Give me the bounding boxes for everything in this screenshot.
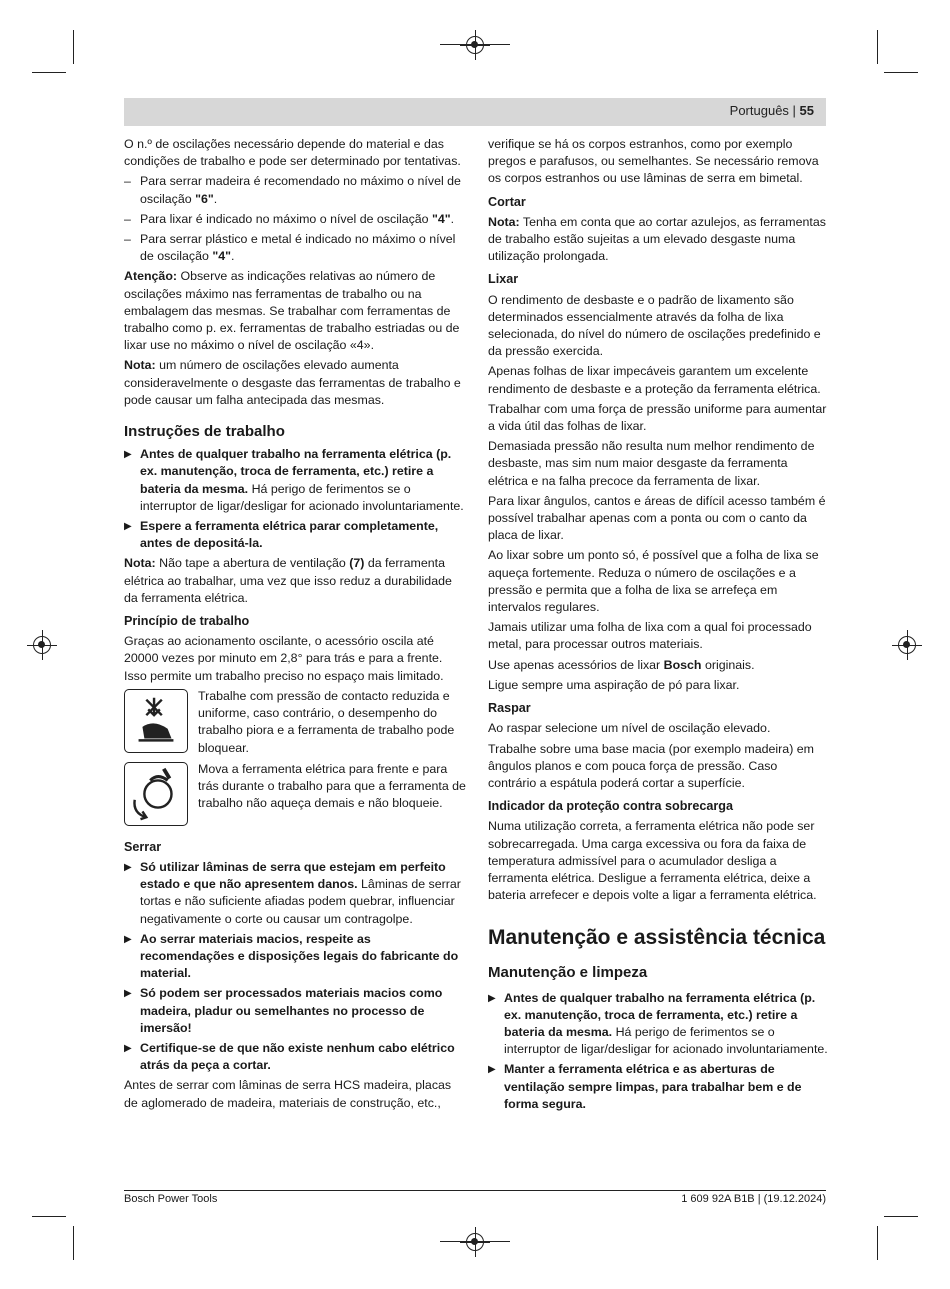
attention-note: Atenção: Observe as indicações relativas ao número de oscilações máximo nas ferramentas de trabalho ou na embalagem das mesmas. Se trabalhar com ferramentas de trabalho como p. ex. ferramentas de trabalho estriadas ou de lixar use no máximo o nível de oscilação «4». <box>124 269 460 353</box>
paragraph: Ao raspar selecione um nível de oscilação elevado. <box>488 721 771 736</box>
paragraph: Jamais utilizar uma folha de lixa com a qual foi processado metal, para processar outros materiais. <box>488 620 812 652</box>
icon-caption: Mova a ferramenta elétrica para frente e para trás durante o trabalho para que a ferramenta de trabalho não aqueça demais e não bloqueie. <box>198 761 466 811</box>
icon-instruction <box>124 688 466 757</box>
section-heading: Instruções de trabalho <box>124 423 285 441</box>
crop-mark <box>877 1226 878 1260</box>
warning-item: ▶ Certifique-se de que não existe nenhum cabo elétrico atrás da peça a cortar. <box>124 1040 455 1073</box>
note: Nota: um número de oscilações elevado aumenta consideravelmente o desgaste das ferramentas de trabalho e pode causar um falha antecipada das mesmas. <box>124 358 461 407</box>
warning-item: ▶ Só utilizar lâminas de serra que estejam em perfeito estado e que não apresentem danos. Lâminas de serrar tortas e não suficiente afiadas podem quebrar, influenciar negativamente o corte ou causar um contragolpe. <box>124 859 461 926</box>
crop-mark <box>73 1226 74 1260</box>
low-pressure-icon <box>124 689 188 753</box>
paragraph: Graças ao acionamento oscilante, o acessório oscila até 20000 vezes por minuto em 2,8° para trás e para a frente. Isso permite um trabalho preciso no espaço mais limitado. <box>124 634 444 683</box>
paragraph: Trabalhe sobre uma base macia (por exemplo madeira) em ângulos planos e com pouca força de pressão. Caso contrário a espátula poderá cortar a superfície. <box>488 741 814 790</box>
paragraph: Para lixar ângulos, cantos e áreas de difícil acesso também é possível trabalhar apenas com a ponta ou com o canto da placa de lixar. <box>488 493 826 543</box>
triangle-bullet-icon: ▶ <box>124 449 132 461</box>
note: Nota: Tenha em conta que ao cortar azulejos, as ferramentas de trabalho estão sujeitas a um elevado desgaste numa utilização prolongada. <box>488 214 826 264</box>
paragraph: O n.º de oscilações necessário depende do material e das condições de trabalho e pode ser determinado por tentativas. <box>124 137 461 169</box>
crop-mark <box>73 30 74 64</box>
subsection-heading: Raspar <box>488 701 531 716</box>
triangle-bullet-icon: ▶ <box>124 1042 132 1054</box>
header-label: Português | 55 <box>729 103 814 118</box>
section-heading: Manutenção e limpeza <box>488 964 648 982</box>
triangle-bullet-icon: ▶ <box>124 521 132 533</box>
triangle-bullet-icon: ▶ <box>124 861 132 873</box>
triangle-bullet-icon: ▶ <box>124 988 132 1000</box>
list-item: – Para serrar plástico e metal é indicado no máximo o nível de oscilação "4". <box>124 231 466 265</box>
warning-item: ▶ Antes de qualquer trabalho na ferramenta elétrica (p. ex. manutenção, troca de ferramenta, etc.) retire a bateria da mesma. Há perigo de ferimentos se o interruptor de ligar/desligar for acionado involuntariamente. <box>124 447 464 513</box>
footer-divider <box>124 1190 826 1191</box>
list-item: – Para serrar madeira é recomendado no máximo o nível de oscilação "6". <box>124 173 466 207</box>
subsection-heading: Cortar <box>488 194 526 209</box>
triangle-bullet-icon: ▶ <box>124 933 132 945</box>
crop-mark <box>884 72 918 73</box>
left-column <box>124 136 466 1115</box>
right-column <box>488 136 828 1116</box>
icon-instruction <box>124 761 466 827</box>
paragraph: Trabalhar com uma força de pressão uniforme para aumentar a vida útil das folhas de lixar. <box>488 401 827 434</box>
registration-mark-icon <box>898 636 916 654</box>
crop-mark <box>884 1216 918 1217</box>
page-number: 55 <box>799 103 814 118</box>
paragraph: Use apenas acessórios de lixar Bosch originais. <box>488 657 755 672</box>
paragraph: verifique se há os corpos estranhos, como por exemplo pregos e parafusos, ou semelhantes. Se necessário remova os corpos estranhos ou use lâminas de serra em bimetal. <box>488 137 819 186</box>
warning-item: ▶ Ao serrar materiais macios, respeite as recomendações e disposições legais do fabricante do material. <box>124 931 459 981</box>
paragraph: Ligue sempre uma aspiração de pó para lixar. <box>488 677 740 692</box>
registration-mark-icon <box>466 36 484 54</box>
paragraph: O rendimento de desbaste e o padrão de lixamento são determinados essencialmente através da folha de lixa selecionada, do nível do número de oscilações predefinido e da pressão exercida. <box>488 292 821 359</box>
triangle-bullet-icon: ▶ <box>488 992 496 1004</box>
paragraph: Numa utilização correta, a ferramenta elétrica não pode ser sobrecarregada. Uma carga excessiva ou fora da faixa de temperatura admissível para o acumulador desliga a ferramenta elétrica. Desligue a ferramenta elétrica, deixe a bateria arrefecer e depois volte a ligar a ferramenta elétrica. <box>488 819 817 903</box>
paragraph: Apenas folhas de lixar impecáveis garantem um excelente rendimento de desbaste e a proteção da ferramenta elétrica. <box>488 364 821 396</box>
move-back-forth-icon <box>124 762 188 826</box>
warning-item: ▶ Antes de qualquer trabalho na ferramenta elétrica (p. ex. manutenção, troca de ferramenta, etc.) retire a bateria da mesma. Há perigo de ferimentos se o interruptor de ligar/desligar for acionado involuntariamente. <box>488 990 828 1057</box>
triangle-bullet-icon: ▶ <box>488 1064 496 1076</box>
paragraph: Demasiada pressão não resulta num melhor rendimento de desbaste, mas sim num maior desgaste da ferramenta elétrica e na falha precoce da ferramenta de lixar. <box>488 439 815 488</box>
subsection-heading: Serrar <box>124 839 162 854</box>
subsection-heading: Princípio de trabalho <box>124 614 250 629</box>
warning-item: ▶ Espere a ferramenta elétrica parar completamente, antes de depositá-la. <box>124 519 439 551</box>
chapter-heading: Manutenção e assistência técnica <box>488 926 826 950</box>
crop-mark <box>32 1216 66 1217</box>
crop-mark <box>32 72 66 73</box>
note: Nota: Não tape a abertura de ventilação (7) da ferramenta elétrica ao trabalhar, uma vez que isso reduz a durabilidade da ferramenta elétrica. <box>124 556 452 605</box>
footer-doc-id: 1 609 92A B1B | (19.12.2024) <box>681 1193 826 1205</box>
subsection-heading: Indicador da proteção contra sobrecarga <box>488 799 733 814</box>
warning-item: ▶ Só podem ser processados materiais macios como madeira, pladur ou semelhantes no processo de imersão! <box>124 986 443 1035</box>
crop-mark <box>877 30 878 64</box>
page-header <box>124 98 826 126</box>
paragraph: Antes de serrar com lâminas de serra HCS madeira, placas de aglomerado de madeira, materiais de construção, etc., <box>124 1078 452 1110</box>
footer-brand: Bosch Power Tools <box>124 1193 218 1205</box>
subsection-heading: Lixar <box>488 272 519 287</box>
registration-mark-icon <box>466 1233 484 1251</box>
registration-mark-icon <box>33 636 51 654</box>
icon-caption: Trabalhe com pressão de contacto reduzida e uniforme, caso contrário, o desempenho do trabalho piora e a ferramenta de trabalho pode bloquear. <box>198 688 455 755</box>
paragraph: Ao lixar sobre um ponto só, é possível que a folha de lixa se aqueça fortemente. Reduza o número de oscilações e a pressão e permita que a folha de lixa se arrefeça em intervalos regulares. <box>488 548 819 615</box>
list-item: – Para lixar é indicado no máximo o nível de oscilação "4". <box>124 211 466 228</box>
header-language: Português <box>729 103 789 118</box>
warning-item: ▶ Manter a ferramenta elétrica e as aberturas de ventilação sempre limpas, para trabalhar bem e de forma segura. <box>488 1062 802 1111</box>
